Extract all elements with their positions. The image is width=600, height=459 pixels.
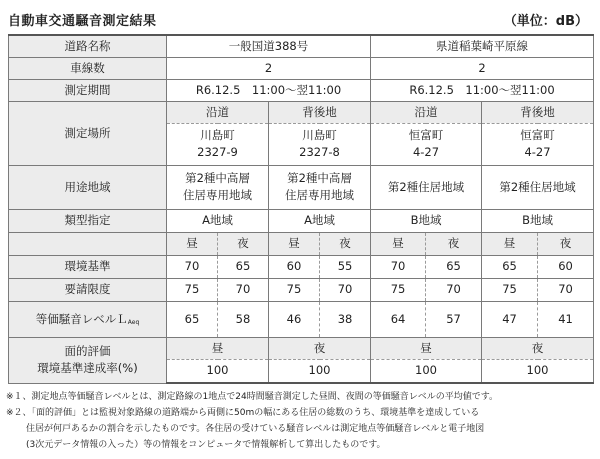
row-request-limit — [9, 278, 594, 301]
label-env-standard: 環境基準 — [9, 255, 167, 278]
unit-label: （単位：dB） — [503, 14, 588, 29]
road-1-lanes: 2 — [167, 57, 371, 79]
footnotes — [6, 389, 596, 453]
day-header: 昼 — [482, 232, 538, 255]
label-location: 測定場所 — [9, 101, 167, 165]
label-zoning: 用途地域 — [9, 165, 167, 209]
area-eval-line-1: 面的評価 — [64, 344, 111, 359]
label-blank — [9, 232, 167, 255]
footnote-2: ※２、「面的評価」とは監視対象路線の道路端から両側に50mの幅にある住居の総数のうち、環境基準を達成している — [6, 408, 480, 418]
place-number: 2327-9 — [197, 145, 238, 159]
road-1-area-day: 100 — [167, 359, 269, 383]
road-2-name: 県道稲葉崎平原線 — [371, 35, 594, 57]
road-2-site-2-zoning: 第2種住居地域 — [482, 165, 594, 209]
place-town: 川島町 — [302, 128, 337, 143]
day-header: 昼 — [371, 232, 426, 255]
day-header: 昼 — [269, 232, 320, 255]
road-1-name: 一般国道388号 — [167, 35, 371, 57]
row-env-standard — [9, 255, 594, 278]
value-cell: 46 — [269, 301, 320, 337]
value-cell: 65 — [218, 255, 269, 278]
page-title: 自動車交通騒音測定結果 — [8, 14, 157, 29]
road-1-site-1-zoning — [167, 165, 269, 209]
night-header: 夜 — [538, 232, 594, 255]
night-header: 夜 — [320, 232, 371, 255]
footnote-2-cont: (3次元データ情報の入った）等の情報をコンピュータで情報解析して算出したものです。 — [26, 440, 386, 450]
road-2-site-2-side: 背後地 — [482, 101, 594, 123]
road-1-period: R6.12.5 11:00～翌11:00 — [167, 79, 371, 101]
day-header: 昼 — [167, 232, 218, 255]
place-town: 恒富町 — [408, 128, 444, 143]
row-leq — [9, 301, 594, 337]
area-night-header: 夜 — [482, 337, 594, 359]
road-2-site-1-side: 沿道 — [371, 101, 482, 123]
row-day-night — [9, 232, 594, 255]
road-1-site-2-type: A地域 — [269, 209, 371, 232]
value-cell: 55 — [320, 255, 371, 278]
value-cell: 65 — [426, 255, 482, 278]
value-cell: 41 — [538, 301, 594, 337]
road-2-lanes: 2 — [371, 57, 594, 79]
area-day-header: 昼 — [371, 337, 482, 359]
area-day-header: 昼 — [167, 337, 269, 359]
value-cell: 75 — [482, 278, 538, 301]
value-cell: 75 — [371, 278, 426, 301]
footnote-1: ※１、測定地点等価騒音レベルとは、測定路線の1地点で24時間騒音測定した昼間、夜間の等価騒音レベルの平均値です。 — [6, 392, 499, 402]
place-number: 4-27 — [524, 145, 551, 159]
row-type — [9, 209, 594, 232]
road-2-site-2-type: B地域 — [482, 209, 594, 232]
value-cell: 57 — [426, 301, 482, 337]
road-1-site-1-side: 沿道 — [167, 101, 269, 123]
area-eval-line-2: 環境基準達成率(%) — [37, 361, 138, 375]
zoning-line-2: 住居専用地域 — [183, 188, 252, 202]
value-cell: 70 — [167, 255, 218, 278]
road-2-area-night: 100 — [482, 359, 594, 383]
leq-label-main: 等価騒音レベルＬ — [35, 311, 128, 326]
row-site-side — [9, 101, 594, 123]
label-road-name: 道路名称 — [9, 35, 167, 57]
road-1-site-1-location — [167, 123, 269, 165]
zoning-line-1: 第2種中高層 — [185, 171, 250, 186]
road-2-site-1-zoning: 第2種住居地域 — [371, 165, 482, 209]
road-1-area-night: 100 — [269, 359, 371, 383]
zoning-line-2: 住居専用地域 — [285, 188, 354, 202]
label-leq — [9, 301, 167, 337]
value-cell: 70 — [320, 278, 371, 301]
place-number: 2327-8 — [299, 145, 340, 159]
label-lanes: 車線数 — [9, 57, 167, 79]
row-period — [9, 79, 594, 101]
road-2-site-1-location — [371, 123, 482, 165]
row-road-name — [9, 35, 594, 57]
road-1-site-2-side: 背後地 — [269, 101, 371, 123]
road-2-site-2-location — [482, 123, 594, 165]
night-header: 夜 — [218, 232, 269, 255]
noise-results-table — [8, 34, 594, 384]
night-header: 夜 — [426, 232, 482, 255]
row-zoning — [9, 165, 594, 209]
value-cell: 58 — [218, 301, 269, 337]
value-cell: 70 — [426, 278, 482, 301]
place-town: 恒富町 — [520, 128, 555, 143]
label-area-eval — [9, 337, 167, 383]
area-night-header: 夜 — [269, 337, 371, 359]
label-type: 類型指定 — [9, 209, 167, 232]
road-1-site-2-location — [269, 123, 371, 165]
value-cell: 60 — [538, 255, 594, 278]
value-cell: 60 — [269, 255, 320, 278]
value-cell: 38 — [320, 301, 371, 337]
row-lanes — [9, 57, 594, 79]
value-cell: 65 — [482, 255, 538, 278]
place-town: 川島町 — [200, 128, 235, 143]
road-1-site-2-zoning — [269, 165, 371, 209]
leq-label-sub: Aeq — [127, 318, 140, 326]
value-cell: 47 — [482, 301, 538, 337]
place-number: 4-27 — [412, 145, 440, 159]
road-2-period: R6.12.5 11:00～翌11:00 — [371, 79, 594, 101]
label-period: 測定期間 — [9, 79, 167, 101]
value-cell: 70 — [218, 278, 269, 301]
road-1-site-1-type: A地域 — [167, 209, 269, 232]
road-2-site-1-type: B地域 — [371, 209, 482, 232]
value-cell: 64 — [371, 301, 426, 337]
row-area-eval-header — [9, 337, 594, 359]
value-cell: 65 — [167, 301, 218, 337]
zoning-line-1: 第2種中高層 — [287, 171, 352, 186]
value-cell: 70 — [538, 278, 594, 301]
value-cell: 75 — [269, 278, 320, 301]
value-cell: 70 — [371, 255, 426, 278]
label-request-limit: 要請限度 — [9, 278, 167, 301]
footnote-2-cont: 住居が何戸あるかの割合を示したものです。各住居の受けている騒音レベルは測定地点等価騒音レベルと電子地図 — [26, 424, 485, 434]
value-cell: 75 — [167, 278, 218, 301]
road-2-area-day: 100 — [371, 359, 482, 383]
